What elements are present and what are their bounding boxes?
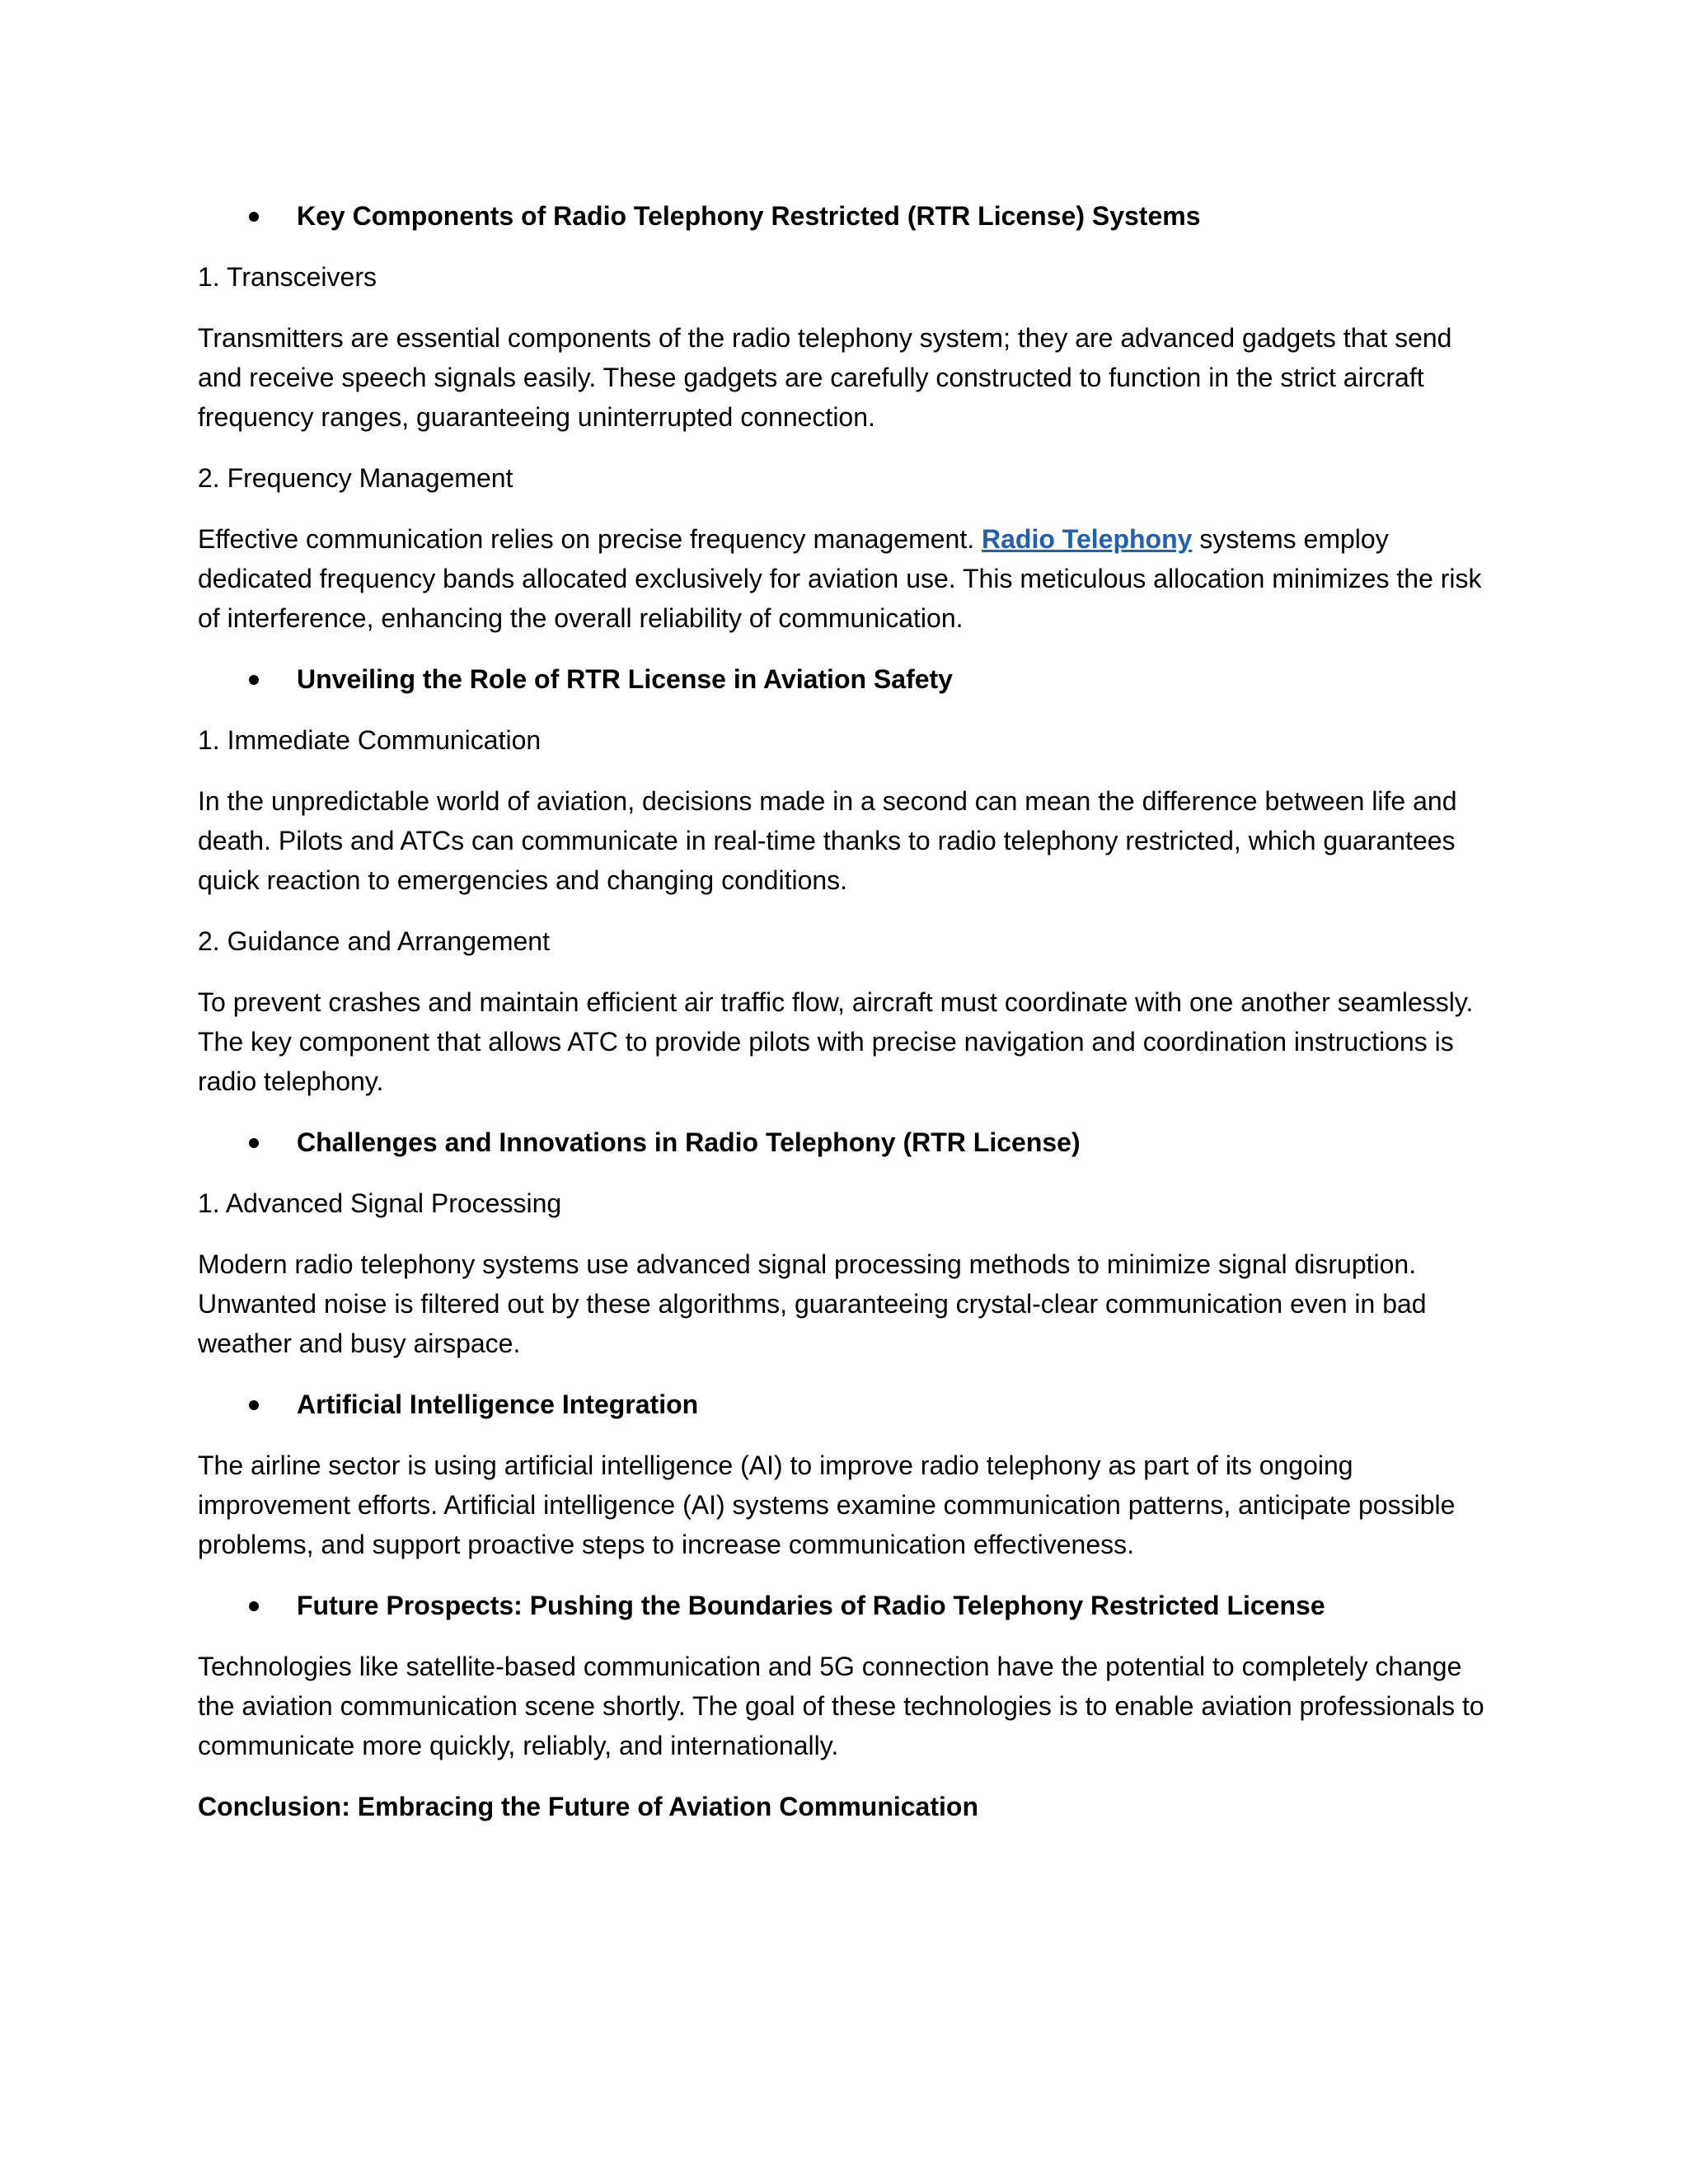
bullet-icon xyxy=(249,1400,259,1410)
paragraph-signal-processing: Modern radio telephony systems use advanced signal processing methods to minimize signal disruption. Unwanted noise is filtered out by these algorithms, guaranteeing crystal-clear communication even in bad weather and busy airspace. xyxy=(198,1249,1427,1358)
subheading-transceivers: 1. Transceivers xyxy=(198,262,377,292)
paragraph-transceivers: Transmitters are essential components of the radio telephony system; they are advanced gadgets that send and receive speech signals easily. These gadgets are carefully constructed to function in the strict aircraft frequency ranges, guaranteeing uninterrupted connection. xyxy=(198,323,1452,432)
section-heading-text: Artificial Intelligence Integration xyxy=(297,1390,699,1419)
paragraph-text-after-link: systems employ dedicated frequency bands allocated exclusively for aviation use. This meticulous allocation minimizes the risk of interference, enhancing the overall reliability of communication. xyxy=(198,524,1482,633)
bullet-icon xyxy=(249,1601,259,1611)
subheading-signal-processing: 1. Advanced Signal Processing xyxy=(198,1188,562,1218)
bullet-icon xyxy=(249,212,259,222)
section-heading-text: Challenges and Innovations in Radio Telephony (RTR License) xyxy=(297,1127,1081,1157)
paragraph-guidance-arrangement: To prevent crashes and maintain efficient air traffic flow, aircraft must coordinate with one another seamlessly. The key component that allows ATC to provide pilots with precise navigation and coordination instructions is radio telephony. xyxy=(198,987,1474,1096)
section-heading-key-components xyxy=(198,196,1500,236)
section-heading-ai-integration xyxy=(198,1385,1500,1424)
section-heading-text: Unveiling the Role of RTR License in Aviation Safety xyxy=(297,664,953,694)
section-heading-challenges-innovations xyxy=(198,1122,1500,1162)
paragraph-future-prospects: Technologies like satellite-based communication and 5G connection have the potential to completely change the aviation communication scene shortly. The goal of these technologies is to enable aviation professionals to communicate more quickly, reliably, and internationally. xyxy=(198,1652,1484,1760)
subheading-guidance-arrangement: 2. Guidance and Arrangement xyxy=(198,926,550,956)
subheading-frequency-management: 2. Frequency Management xyxy=(198,463,513,493)
document-content xyxy=(198,196,1500,1826)
section-heading-text: Future Prospects: Pushing the Boundaries of Radio Telephony Restricted License xyxy=(297,1591,1325,1620)
radio-telephony-link[interactable]: Radio Telephony xyxy=(982,524,1193,554)
paragraph-frequency-management xyxy=(198,519,1500,638)
section-heading-aviation-safety xyxy=(198,659,1500,699)
paragraph-immediate-communication: In the unpredictable world of aviation, decisions made in a second can mean the difference between life and death. Pilots and ATCs can communicate in real-time thanks to radio telephony restricted, which guarantees quick reaction to emergencies and changing conditions. xyxy=(198,786,1457,895)
conclusion-heading: Conclusion: Embracing the Future of Aviation Communication xyxy=(198,1792,978,1821)
bullet-icon xyxy=(249,1138,259,1148)
bullet-icon xyxy=(249,675,259,685)
paragraph-ai-integration: The airline sector is using artificial intelligence (AI) to improve radio telephony as part of its ongoing improvement efforts. Artificial intelligence (AI) systems examine communication patterns, anticipate possible problems, and support proactive steps to increase communication effectiveness. xyxy=(198,1451,1456,1559)
section-heading-future-prospects xyxy=(198,1586,1500,1625)
paragraph-text-before-link: Effective communication relies on precise frequency management. xyxy=(198,524,982,554)
subheading-immediate-communication: 1. Immediate Communication xyxy=(198,725,542,755)
section-heading-text: Key Components of Radio Telephony Restricted (RTR License) Systems xyxy=(297,201,1201,231)
